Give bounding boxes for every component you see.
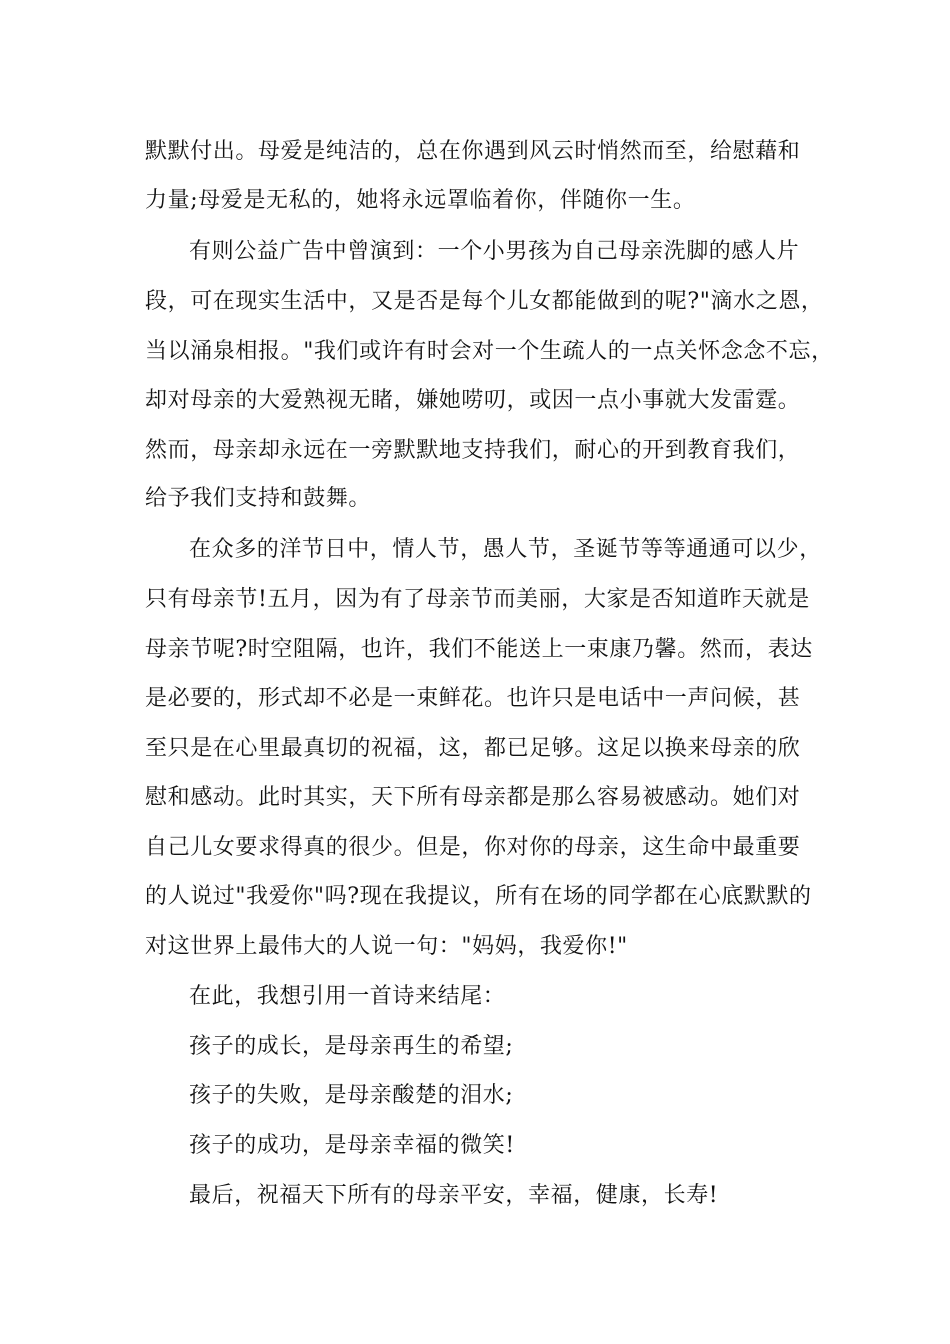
poem-line: 孩子的成功，是母亲幸福的微笑! bbox=[189, 1133, 515, 1158]
text-line: 段，可在现实生活中，又是否是每个儿女都能做到的呢?"滴水之恩， bbox=[145, 289, 824, 314]
poem-line: 孩子的失败，是母亲酸楚的泪水; bbox=[189, 1083, 514, 1108]
poem-line: 孩子的成长，是母亲再生的希望; bbox=[189, 1034, 514, 1059]
text-line: 当以涌泉相报。"我们或许有时会对一个生疏人的一点关怀念念不忘， bbox=[145, 339, 834, 364]
text-line: 的人说过"我爱你"吗?现在我提议，所有在场的同学都在心底默默的 bbox=[145, 884, 812, 909]
text-line: 默默付出。母爱是纯洁的，总在你遇到风云时悄然而至，给慰藉和 bbox=[145, 139, 801, 164]
text-line: 却对母亲的大爱熟视无睹，嫌她唠叨，或因一点小事就大发雷霆。 bbox=[145, 388, 801, 413]
text-line: 在此，我想引用一首诗来结尾： bbox=[189, 984, 506, 1009]
text-line: 最后，祝福天下所有的母亲平安，幸福，健康，长寿! bbox=[189, 1183, 719, 1208]
text-line: 对这世界上最伟大的人说一句："妈妈，我爱你!" bbox=[145, 934, 628, 959]
text-line: 慰和感动。此时其实，天下所有母亲都是那么容易被感动。她们对 bbox=[145, 785, 801, 810]
text-line: 至只是在心里最真切的祝福，这，都已足够。这足以换来母亲的欣 bbox=[145, 736, 801, 761]
text-line: 自己儿女要求得真的很少。但是，你对你的母亲，这生命中最重要 bbox=[145, 835, 801, 860]
text-line: 是必要的，形式却不必是一束鲜花。也许只是电话中一声问候，甚 bbox=[145, 686, 801, 711]
text-line: 然而，母亲却永远在一旁默默地支持我们，耐心的开到教育我们， bbox=[145, 438, 801, 463]
text-line: 在众多的洋节日中，情人节，愚人节，圣诞节等等通通可以少， bbox=[189, 537, 822, 562]
text-line: 力量;母爱是无私的，她将永远罩临着你，伴随你一生。 bbox=[145, 188, 696, 213]
text-line: 母亲节呢?时空阻隔，也许，我们不能送上一束康乃馨。然而，表达 bbox=[145, 637, 813, 662]
text-line: 有则公益广告中曾演到：一个小男孩为自己母亲洗脚的感人片 bbox=[189, 239, 800, 264]
text-line: 给予我们支持和鼓舞。 bbox=[145, 486, 372, 511]
text-line: 只有母亲节!五月，因为有了母亲节而美丽，大家是否知道昨天就是 bbox=[145, 587, 810, 612]
